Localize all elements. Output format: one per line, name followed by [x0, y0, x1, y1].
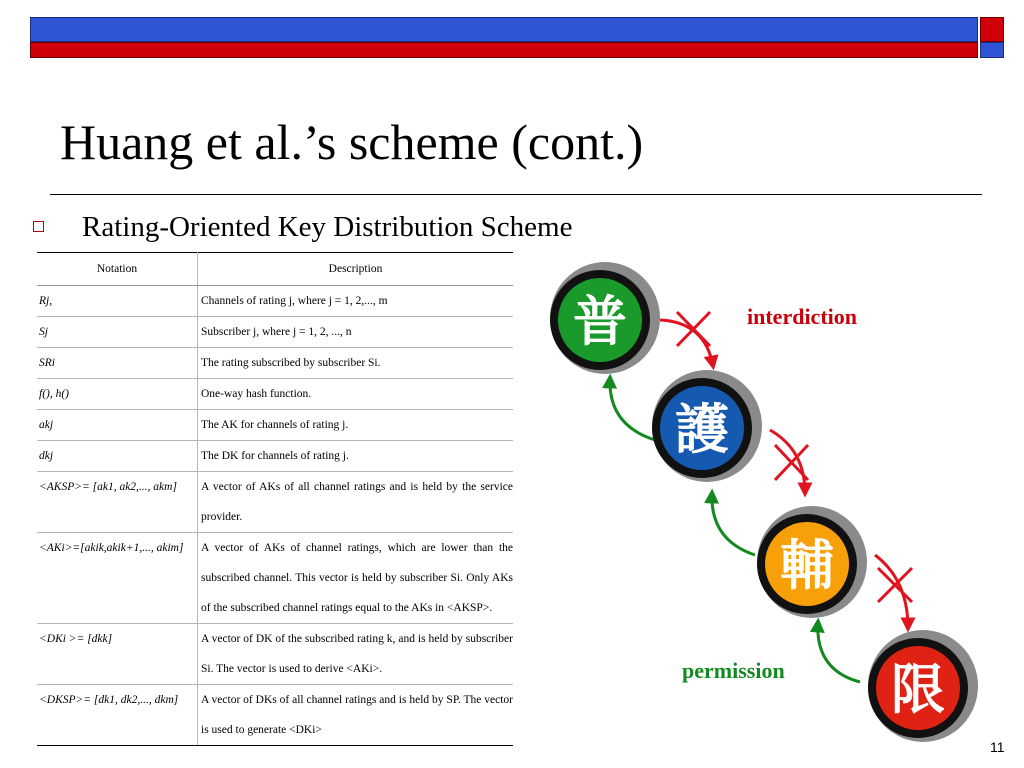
header-bar-blue — [30, 17, 978, 42]
level-character: 護 — [675, 397, 729, 461]
level-circle-xian — [868, 630, 978, 742]
bullet-text: Rating-Oriented Key Distribution Scheme — [82, 211, 573, 243]
title-divider — [50, 194, 982, 195]
notation-cell: dkj — [37, 441, 198, 472]
description-cell: The AK for channels of rating j. — [198, 410, 514, 441]
interdiction-arrow — [770, 430, 805, 493]
cross-icon — [677, 312, 710, 346]
table-row — [37, 685, 513, 746]
level-circle-fu — [757, 506, 867, 618]
table-row — [37, 472, 513, 533]
permission-arrow — [610, 378, 655, 440]
description-cell: Subscriber j, where j = 1, 2, ..., n — [198, 317, 514, 348]
level-circle-hu — [652, 370, 762, 482]
column-header-notation: Notation — [37, 253, 198, 286]
notation-cell: Rj, — [37, 286, 198, 317]
description-cell: Channels of rating j, where j = 1, 2,..., m — [198, 286, 514, 317]
notation-cell: <DKSP>= [dk1, dk2,..., dkm] — [37, 685, 198, 746]
table-row — [37, 624, 513, 685]
notation-cell: SRi — [37, 348, 198, 379]
level-character: 輔 — [780, 533, 834, 597]
permission-label: permission — [682, 658, 785, 683]
notation-table — [37, 252, 513, 746]
level-character: 限 — [891, 657, 945, 721]
description-cell: A vector of DKs of all channel ratings and is held by SP. The vector is used to generate <DKi> — [198, 685, 514, 746]
description-cell: A vector of AKs of all channel ratings and is held by the service provider. — [198, 472, 514, 533]
table-row — [37, 348, 513, 379]
slide-title: Huang et al.’s scheme (cont.) — [60, 114, 644, 170]
table-row — [37, 410, 513, 441]
column-header-description: Description — [198, 253, 514, 286]
header-square-blue — [980, 42, 1004, 58]
notation-cell: <AKSP>= [ak1, ak2,..., akm] — [37, 472, 198, 533]
level-character: 普 — [573, 289, 627, 353]
level-circle-pu — [550, 262, 660, 374]
table-row — [37, 286, 513, 317]
bullet-square-icon — [33, 221, 44, 232]
description-cell: The rating subscribed by subscriber Si. — [198, 348, 514, 379]
notation-cell: f(), h() — [37, 379, 198, 410]
table-header-row — [37, 253, 513, 286]
permission-arrow — [712, 493, 755, 555]
table-row — [37, 317, 513, 348]
notation-cell: akj — [37, 410, 198, 441]
description-cell: The DK for channels of rating j. — [198, 441, 514, 472]
cross-icon — [878, 568, 912, 602]
description-cell: One-way hash function. — [198, 379, 514, 410]
notation-cell: <AKi>=[akik,akik+1,..., akim] — [37, 533, 198, 624]
page-number: 11 — [990, 739, 1005, 755]
table-row — [37, 441, 513, 472]
permission-arrow — [818, 622, 860, 682]
notation-cell: Sj — [37, 317, 198, 348]
notation-cell: <DKi >= [dkk] — [37, 624, 198, 685]
description-cell: A vector of AKs of channel ratings, which are lower than the subscribed channel. This vector is held by subscriber Si. Only AKs of the subscribed channel ratings equal to the AKs in <AKSP>. — [198, 533, 514, 624]
interdiction-label: interdiction — [747, 304, 857, 329]
table-row — [37, 533, 513, 624]
header-bar-red — [30, 42, 978, 58]
table-row — [37, 379, 513, 410]
description-cell: A vector of DK of the subscribed rating k, and is held by subscriber Si. The vector is used to derive <AKi>. — [198, 624, 514, 685]
header-square-red — [980, 17, 1004, 42]
